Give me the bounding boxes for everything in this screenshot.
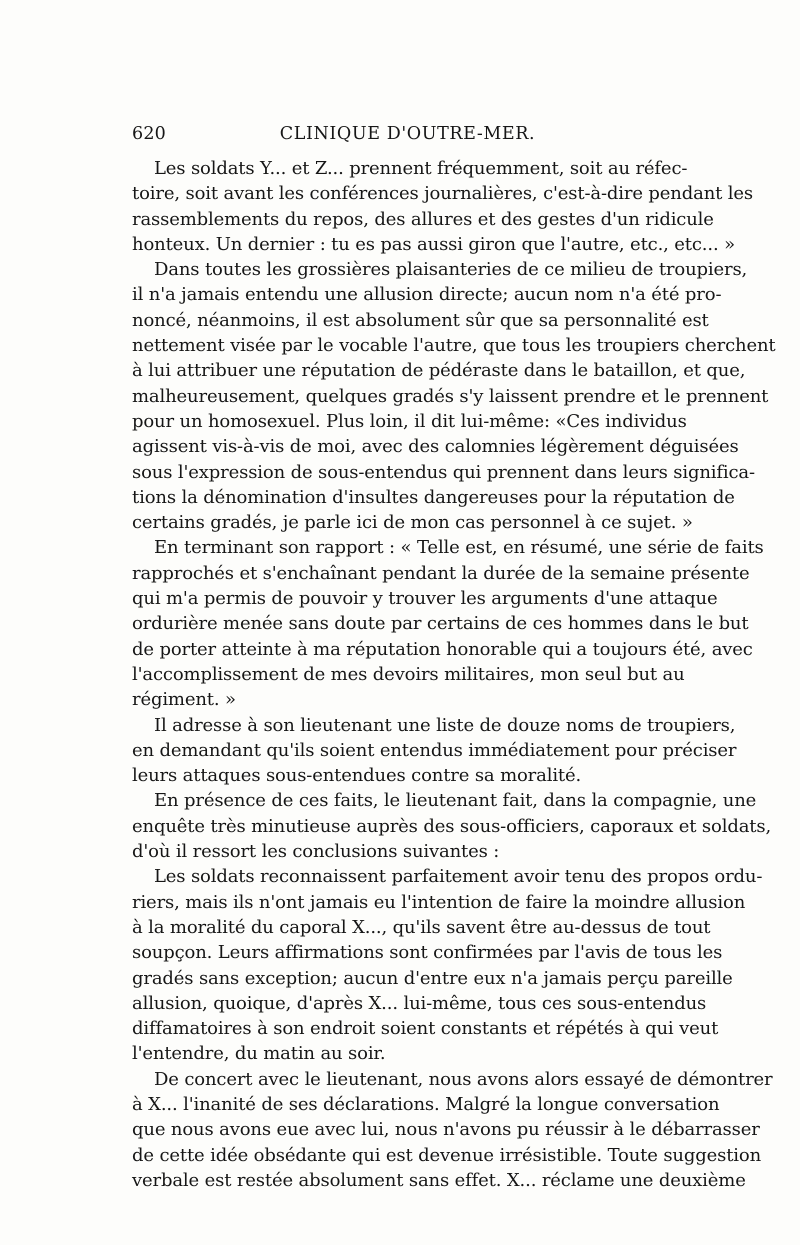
text-line: rassemblements du repos, des allures et des gestes d'un ridicule: [132, 208, 714, 230]
text-line: l'accomplissement de mes devoirs militaires, mon seul but au: [132, 663, 685, 685]
text-line: d'où il ressort les conclusions suivantes :: [132, 841, 500, 863]
text-line: de cette idée obsédante qui est devenue irrésistible. Toute suggestion: [132, 1144, 762, 1166]
text-line: agissent vis-à-vis de moi, avec des calomnies légèrement déguisées: [132, 436, 739, 458]
text-line: l'entendre, du matin au soir.: [132, 1043, 386, 1065]
text-line: verbale est restée absolument sans effet. X... réclame une deuxième: [132, 1169, 746, 1191]
page-number: 620: [132, 124, 167, 144]
text-line: noncé, néanmoins, il est absolument sûr que sa personnalité est: [132, 309, 709, 331]
text-line: pour un homosexuel. Plus loin, il dit lui-même: «Ces individus: [132, 410, 687, 432]
running-title: CLINIQUE D'OUTRE-MER.: [279, 124, 536, 144]
text-line: régiment. »: [132, 689, 236, 711]
text-line: En présence de ces faits, le lieutenant fait, dans la compagnie, une: [154, 790, 757, 812]
text-line: Il adresse à son lieutenant une liste de douze noms de troupiers,: [154, 714, 736, 736]
text-line: honteux. Un dernier : tu es pas aussi giron que l'autre, etc., etc... »: [132, 233, 735, 255]
text-line: leurs attaques sous-entendues contre sa moralité.: [132, 765, 582, 787]
text-line: enquête très minutieuse auprès des sous-officiers, caporaux et soldats,: [132, 815, 772, 837]
text-line: riers, mais ils n'ont jamais eu l'intention de faire la moindre allusion: [132, 891, 746, 913]
text-line: à lui attribuer une réputation de pédéraste dans le bataillon, et que,: [132, 360, 746, 382]
text-line: tions la dénomination d'insultes dangereuses pour la réputation de: [132, 486, 735, 508]
text-line: malheureusement, quelques gradés s'y laissent prendre et le prennent: [132, 385, 769, 407]
text-line: que nous avons eue avec lui, nous n'avons pu réussir à le débarrasser: [132, 1119, 760, 1141]
text-line: sous l'expression de sous-entendus qui prennent dans leurs significa-: [132, 461, 755, 483]
text-line: qui m'a permis de pouvoir y trouver les arguments d'une attaque: [132, 588, 718, 610]
text-line: Les soldats reconnaissent parfaitement avoir tenu des propos ordu-: [154, 866, 763, 888]
text-line: toire, soit avant les conférences journalières, c'est-à-dire pendant les: [132, 183, 753, 205]
text-line: De concert avec le lieutenant, nous avons alors essayé de démontrer: [154, 1068, 773, 1090]
text-line: Les soldats Y... et Z... prennent fréquemment, soit au réfec-: [154, 158, 688, 179]
body-text: [132, 156, 776, 1193]
text-line: il n'a jamais entendu une allusion directe; aucun nom n'a été pro-: [132, 284, 722, 306]
text-line: de porter atteinte à ma réputation honorable qui a toujours été, avec: [132, 638, 753, 660]
page-header: [132, 124, 683, 150]
text-line: allusion, quoique, d'après X... lui-même, tous ces sous-entendus: [132, 992, 707, 1014]
text-line: gradés sans exception; aucun d'entre eux n'a jamais perçu pareille: [132, 967, 733, 989]
text-line: Dans toutes les grossières plaisanteries de ce milieu de troupiers,: [154, 259, 748, 281]
text-line: en demandant qu'ils soient entendus immédiatement pour préciser: [132, 739, 737, 761]
text-line: nettement visée par le vocable l'autre, que tous les troupiers cherchent: [132, 335, 776, 357]
text-line: certains gradés, je parle ici de mon cas personnel à ce sujet. »: [132, 512, 693, 534]
text-line: soupçon. Leurs affirmations sont confirmées par l'avis de tous les: [132, 942, 723, 964]
text-line: En terminant son rapport : « Telle est, en résumé, une série de faits: [154, 537, 764, 559]
text-line: à la moralité du caporal X..., qu'ils savent être au-dessus de tout: [132, 916, 711, 938]
text-line: à X... l'inanité de ses déclarations. Malgré la longue conversation: [132, 1093, 720, 1115]
text-line: diffamatoires à son endroit soient constants et répétés à qui veut: [132, 1018, 719, 1040]
text-line: ordurière menée sans doute par certains de ces hommes dans le but: [132, 613, 749, 635]
text-line: rapprochés et s'enchaînant pendant la durée de la semaine présente: [132, 562, 750, 584]
